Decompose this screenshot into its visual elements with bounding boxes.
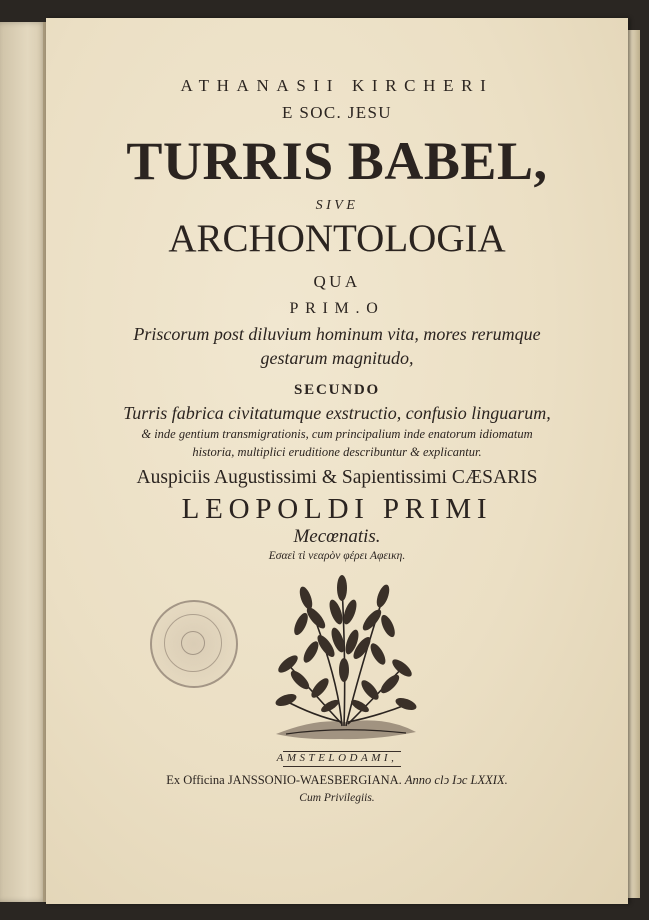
greek-motto: Εσαεὶ τὶ νεαρὸν φέρει Αφεικη. <box>268 550 406 562</box>
secundo-text-line-1: Turris fabrica civitatumque exstructio, confusio linguarum, <box>123 403 551 423</box>
primo-text-line-2: gestarum magnitudo, <box>260 348 414 368</box>
plant-vignette-icon <box>256 566 426 744</box>
subtitle: ARCHONTOLOGIA <box>168 217 506 260</box>
title-page <box>46 18 628 904</box>
secundo-heading: SECUNDO <box>294 382 380 398</box>
left-page-edge <box>0 22 46 902</box>
primo-heading: PRIM.O <box>289 300 385 317</box>
secundo-text-line-2: & inde gentium transmigrationis, cum principalium inde enatorum idiomatum <box>141 427 533 441</box>
officina-text: Ex Officina JANSSONIO-WAESBERGIANA. <box>166 773 402 787</box>
main-title: TURRIS BABEL, <box>126 131 548 191</box>
emperor-name: LEOPOLDI PRIMI <box>181 493 493 525</box>
page-stack-edge <box>626 30 640 898</box>
primo-text-line-1: Priscorum post diluvium hominum vita, mores rerumque <box>133 324 541 344</box>
author-line: ATHANASII KIRCHERI <box>180 76 494 95</box>
privilege-line: Cum Privilegiis. <box>299 792 375 804</box>
place-rule-bottom <box>283 766 401 767</box>
anno-text: Anno clↄ Iↄc LXXIX. <box>404 773 508 787</box>
place-line: AMSTELODAMI, <box>276 752 398 764</box>
library-stamp-icon <box>150 600 238 688</box>
society-line: E SOC. JESU <box>282 103 392 122</box>
qua-word: QUA <box>313 272 361 291</box>
auspiciis-line: Auspiciis Augustissimi & Sapientissimi CÆSARIS <box>136 467 538 488</box>
secundo-text-line-3: historia, multiplici eruditione describuntur & explicantur. <box>192 445 482 459</box>
sive-word: SIVE <box>315 198 359 213</box>
mecoenatis-line: Mecœnatis. <box>293 526 381 547</box>
imprint-line <box>46 773 628 788</box>
